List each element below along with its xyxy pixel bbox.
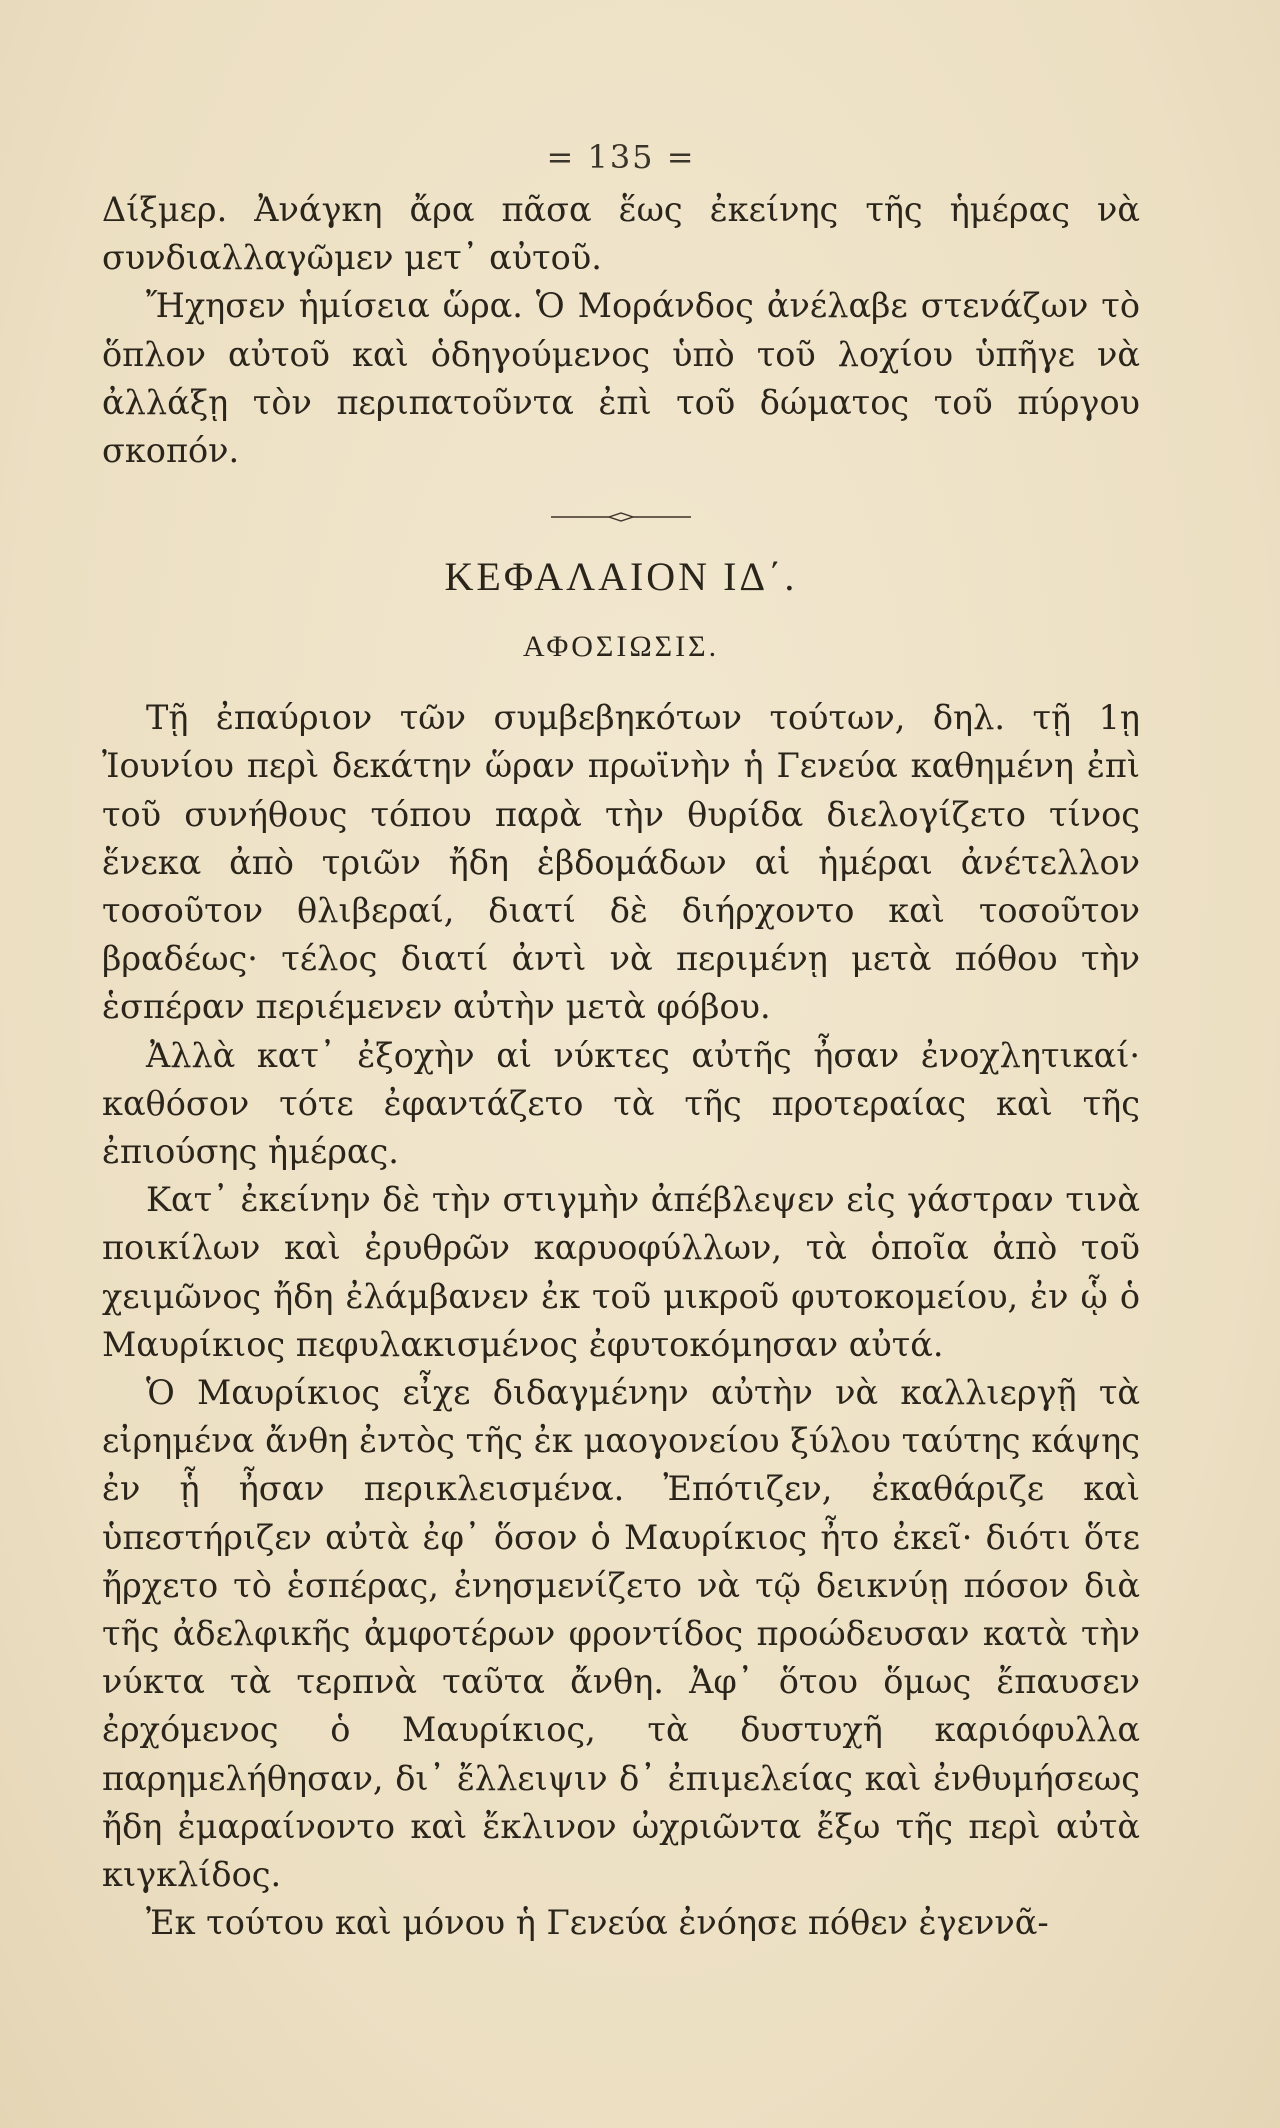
- chapter-subtitle: ΑΦΟΣΙΩΣΙΣ.: [522, 630, 720, 664]
- section-divider: [102, 511, 1140, 523]
- paragraph: Ὁ Μαυρίκιος εἶχε διδαγμένην αὐτὴν νὰ καλλιεργῇ τὰ εἰρημένα ἄνθη ἐντὸς τῆς ἐκ μαογονείου ξύλου ταύτης κάψης ἐν ᾗ ἦσαν περικλεισμένα. Ἐπότιζεν, ἐκαθάριζε καὶ ὑπεστήριζεν αὐτὰ ἐφ᾽ ὅσον ὁ Μαυρίκιος ἦτο ἐκεῖ· διότι ὅτε ἤρχετο τὸ ἑσπέρας, ἐνησμενίζετο νὰ τῷ δεικνύῃ πόσον διὰ τῆς ἀδελφικῆς ἀμφοτέρων φροντίδος προώδευσαν κατὰ τὴν νύκτα τὰ τερπνὰ ταῦτα ἄνθη. Ἀφ᾽ ὅτου ὅμως ἔπαυσεν ἐρχόμενος ὁ Μαυρίκιος, τὰ δυστυχῆ καριόφυλλα παρημελήθησαν, δι᾽ ἔλλειψιν δ᾽ ἐπιμελείας καὶ ἐνθυμήσεως ἤδη ἐμαραίνοντο καὶ ἔκλινον ὠχριῶντα ἔξω τῆς περὶ αὐτὰ κιγκλίδος.: [102, 1373, 1140, 1895]
- paragraph: Ἐκ τούτου καὶ μόνου ἡ Γενεύα ἐνόησε πόθεν ἐγεννᾶ-: [146, 1903, 1049, 1943]
- paragraph: Ἀλλὰ κατ᾽ ἐξοχὴν αἱ νύκτες αὐτῆς ἦσαν ἐνοχλητικαί· καθόσον τότε ἐφαντάζετο τὰ τῆς προτεραίας καὶ τῆς ἐπιούσης ἡμέρας.: [102, 1035, 1140, 1172]
- paragraph: Δίξμερ. Ἀνάγκη ἄρα πᾶσα ἕως ἐκείνης τῆς ἡμέρας νὰ συνδιαλλαγῶμεν μετ᾽ αὐτοῦ.: [102, 190, 1140, 278]
- divider-ornament-icon: [551, 511, 691, 523]
- page-number: = 135 =: [546, 138, 696, 176]
- chapter-title: ΚΕΦΑΛΑΙΟΝ ΙΔ΄.: [444, 554, 798, 600]
- paragraph: Κατ᾽ ἐκείνην δὲ τὴν στιγμὴν ἀπέβλεψεν εἰς γάστραν τινὰ ποικίλων καὶ ἐρυθρῶν καρυοφύλλων, τὰ ὁποῖα ἀπὸ τοῦ χειμῶνος ἤδη ἐλάμβανεν ἐκ τοῦ μικροῦ φυτοκομείου, ἐν ᾧ ὁ Μαυρίκιος πεφυλακισμένος ἐφυτοκόμησαν αὐτά.: [102, 1180, 1140, 1364]
- paragraph: Τῇ ἐπαύριον τῶν συμβεβηκότων τούτων, δηλ. τῇ 1ῃ Ἰουνίου περὶ δεκάτην ὥραν πρωϊνὴν ἡ Γενεύα καθημένη ἐπὶ τοῦ συνήθους τόπου παρὰ τὴν θυρίδα διελογίζετο τίνος ἕνεκα ἀπὸ τριῶν ἤδη ἑβδομάδων αἱ ἡμέραι ἀνέτελλον τοσοῦτον θλιβεραί, διατί δὲ διήρχοντο καὶ τοσοῦτον βραδέως· τέλος διατί ἀντὶ νὰ περιμένῃ μετὰ πόθου τὴν ἑσπέραν περιέμενεν αὐτὴν μετὰ φόβου.: [102, 698, 1140, 1027]
- paragraph: Ἤχησεν ἡμίσεια ὥρα. Ὁ Μοράνδος ἀνέλαβε στενάζων τὸ ὅπλον αὐτοῦ καὶ ὁδηγούμενος ὑπὸ τοῦ λοχίου ὑπῆγε νὰ ἀλλάξῃ τὸν περιπατοῦντα ἐπὶ τοῦ δώματος τοῦ πύργου σκοπόν.: [102, 286, 1140, 471]
